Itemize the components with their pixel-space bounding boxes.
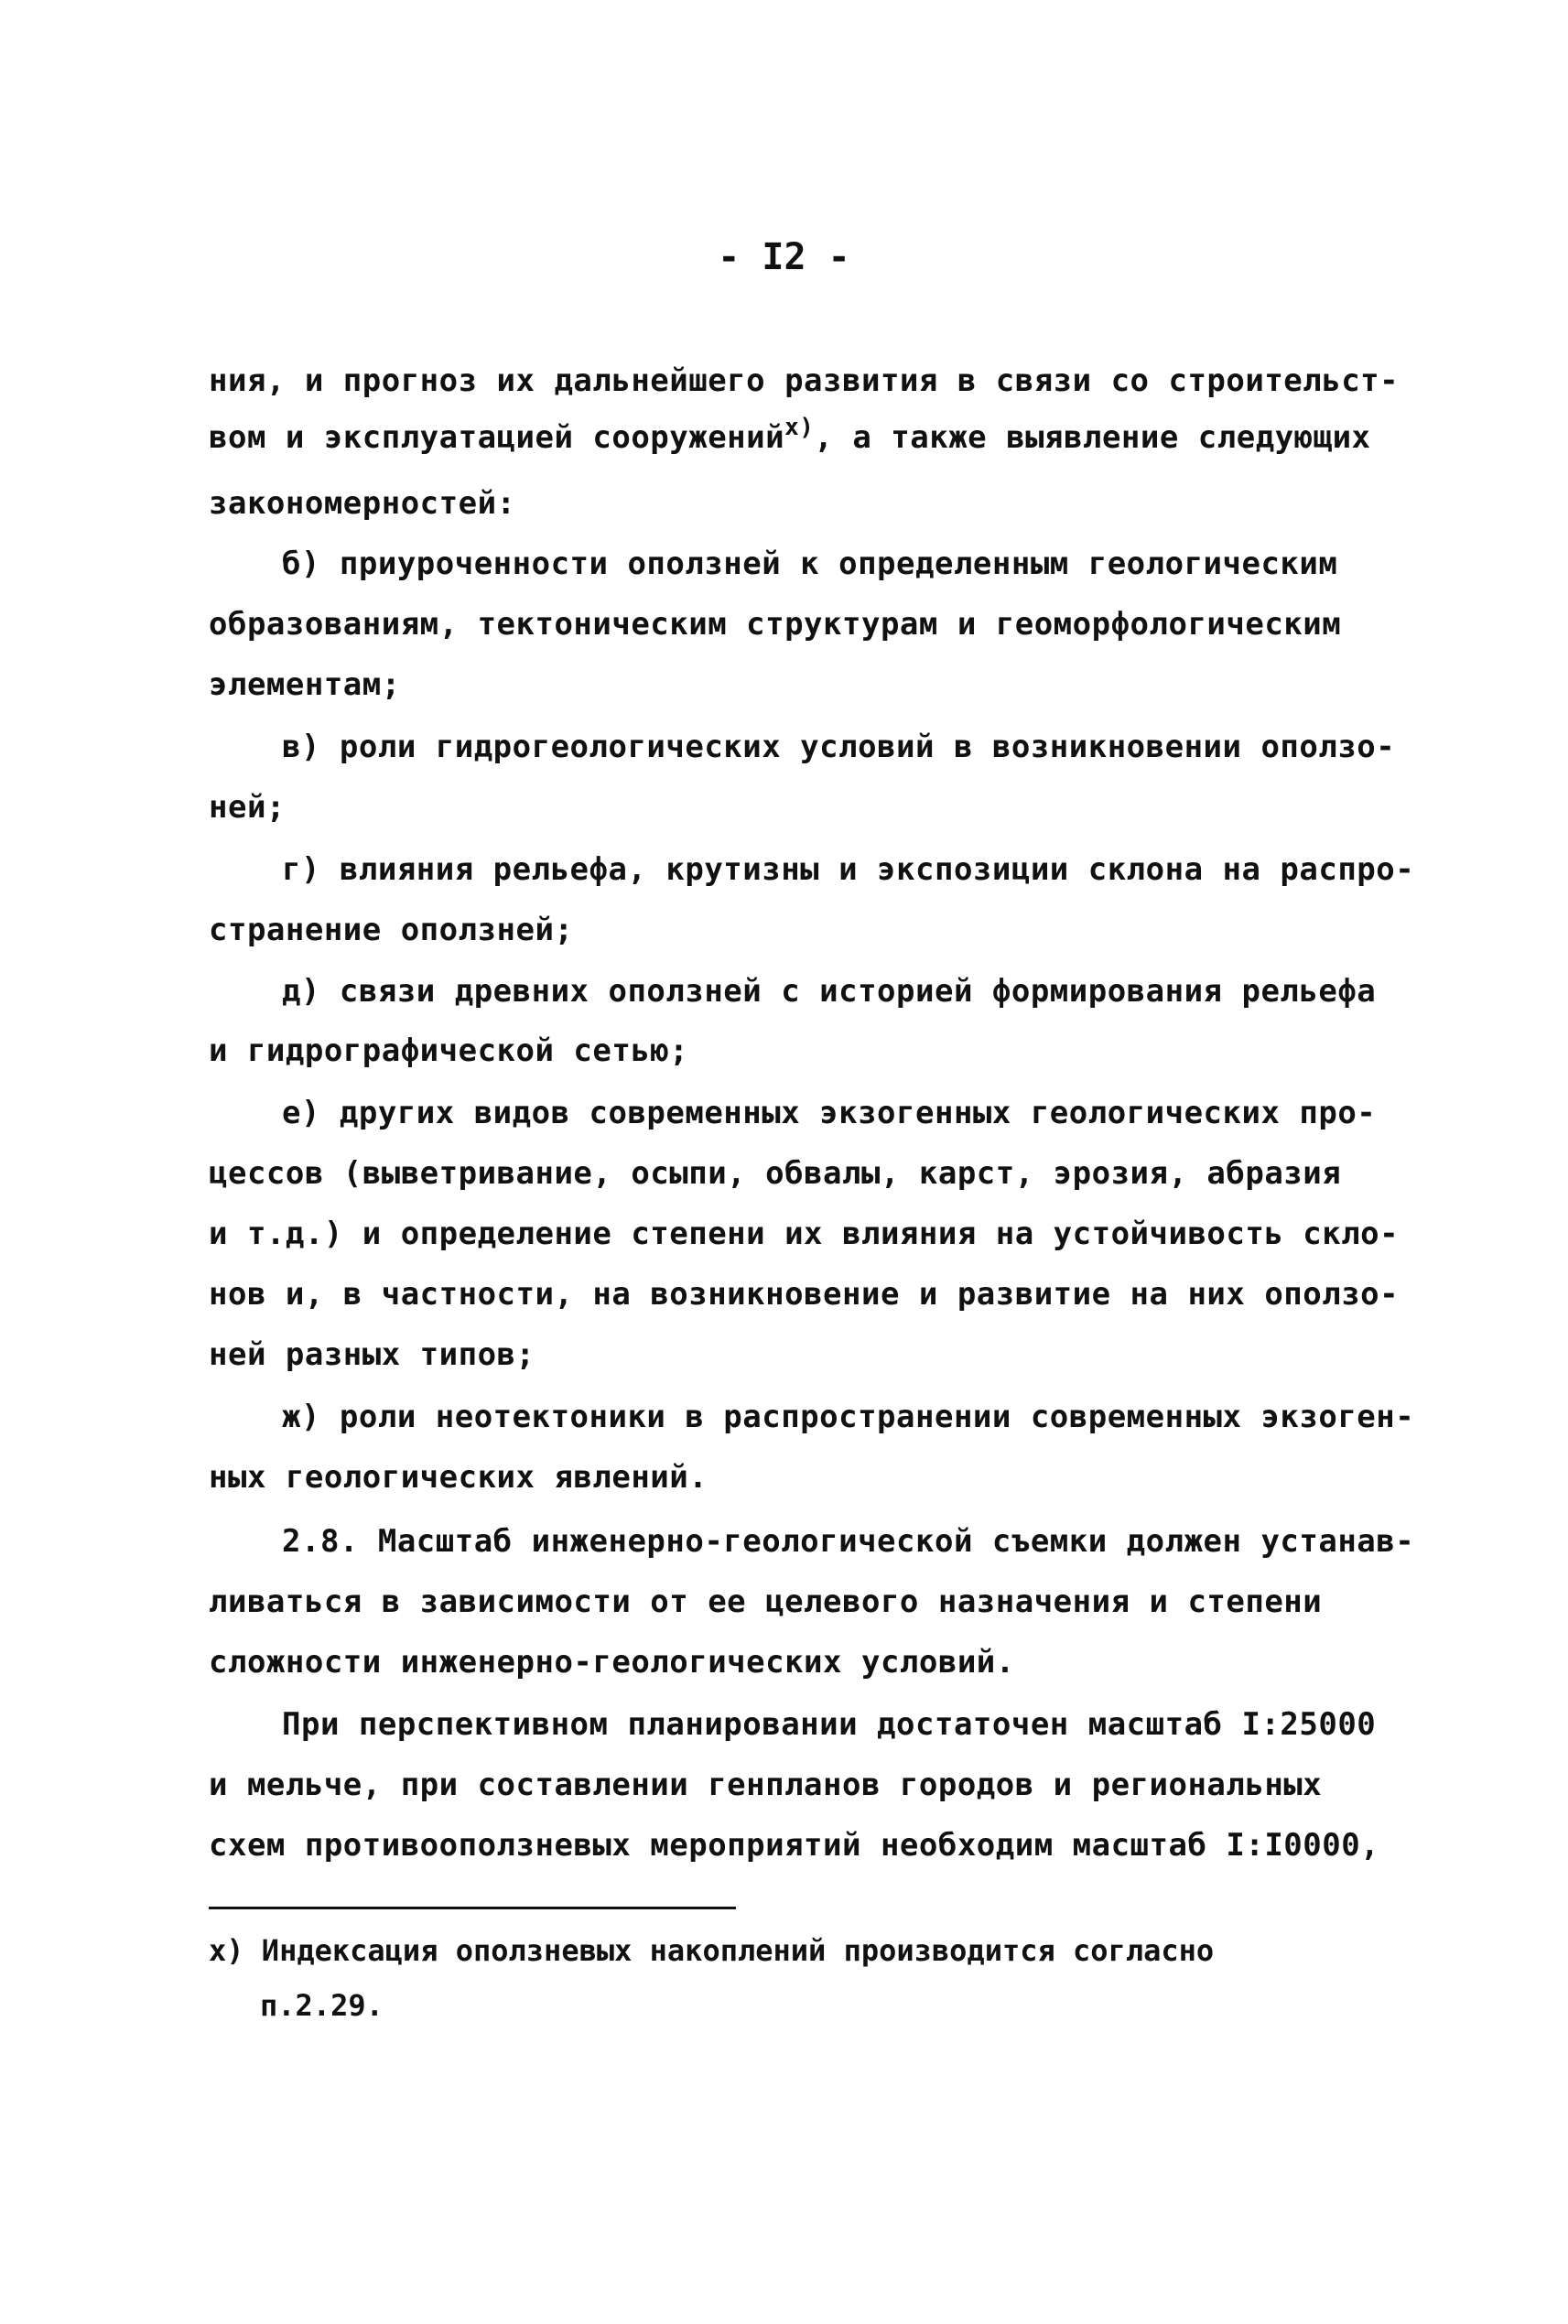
body-line: нов и, в частности, на возникновение и развитие на них оползо- [209, 1276, 1400, 1313]
body-line: образованиям, тектоническим структурам и геоморфологическим [209, 606, 1342, 643]
body-line: сложности инженерно-геологических условий. [209, 1644, 1015, 1681]
body-line: цессов (выветривание, осыпи, обвалы, карст, эрозия, абразия [209, 1155, 1342, 1192]
body-line: и т.д.) и определение степени их влияния на устойчивость скло- [209, 1216, 1400, 1252]
list-item-v: в) роли гидрогеологических условий в возникновении оползо- [282, 729, 1396, 765]
body-line: и гидрографической сетью; [209, 1032, 689, 1069]
footnote [209, 1933, 1214, 1968]
body-line: ния, и прогноз их дальнейшего развития в связи со строительст- [209, 362, 1400, 399]
body-line: ней; [209, 789, 286, 826]
footnote-text: Индексация оползневых накоплений производится согласно [261, 1933, 1215, 1968]
list-item-e: е) других видов современных экзогенных геологических про- [282, 1095, 1377, 1131]
body-line: ливаться в зависимости от ее целевого назначения и степени [209, 1584, 1323, 1620]
body-line-part: , а также выявление следующих [814, 419, 1371, 456]
body-line: ных геологических явлений. [209, 1459, 708, 1496]
footnote-divider [209, 1907, 736, 1909]
body-line: схем противооползневых мероприятий необходим масштаб I:I0000, [209, 1827, 1380, 1864]
list-item-b: б) приуроченности оползней к определенным геологическим [282, 546, 1338, 582]
footnote-mark: х) [209, 1933, 244, 1968]
list-item-d: д) связи древних оползней с историей формирования рельефа [282, 973, 1377, 1010]
body-line: При перспективном планировании достаточен масштаб I:25000 [282, 1706, 1377, 1743]
list-item-g: г) влияния рельефа, крутизны и экспозиции склона на распро- [282, 851, 1415, 888]
section-2-8-heading: 2.8. Масштаб инженерно-геологической съемки должен устанав- [282, 1523, 1415, 1560]
body-line: ней разных типов; [209, 1336, 535, 1373]
footnote-marker: х) [784, 414, 815, 441]
list-item-zh: ж) роли неотектоники в распространении современных экзоген- [282, 1399, 1415, 1435]
page-number: - I2 - [718, 236, 850, 278]
body-line: закономерностей: [209, 485, 516, 522]
body-line-part: вом и эксплуатацией сооружений [209, 419, 785, 456]
body-line: и мельче, при составлении генпланов городов и региональных [209, 1767, 1323, 1803]
body-line [209, 414, 1371, 456]
body-line: странение оползней; [209, 912, 574, 948]
body-line: элементам; [209, 666, 401, 703]
footnote-continuation: п.2.29. [260, 1988, 384, 2023]
